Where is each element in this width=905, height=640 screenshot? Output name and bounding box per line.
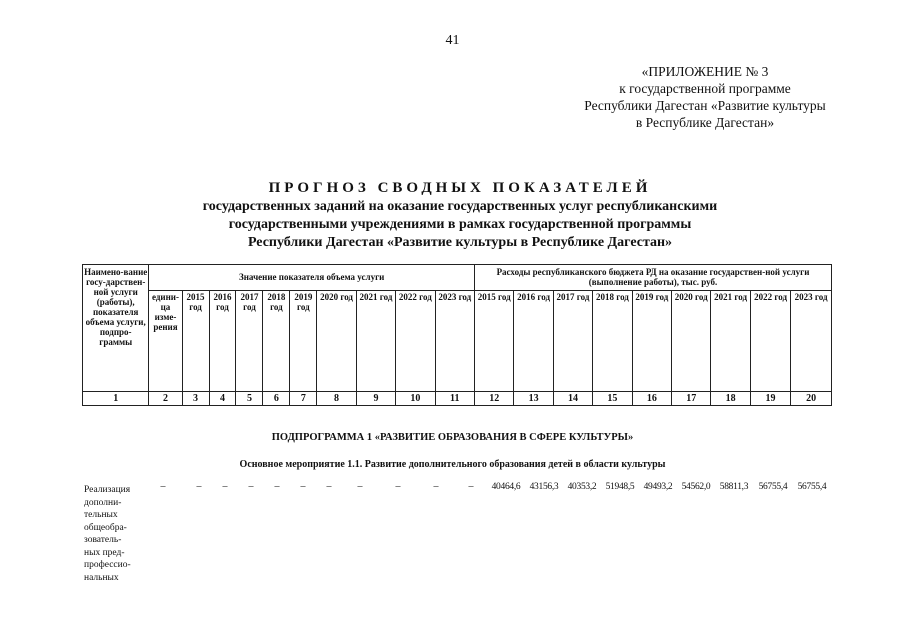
appendix-line: «ПРИЛОЖЕНИЕ № 3 bbox=[641, 64, 769, 79]
column-number: 2 bbox=[149, 392, 182, 406]
expense-value: 49493,2 bbox=[643, 482, 673, 492]
empty-value-dash: – bbox=[248, 481, 254, 492]
column-number: 11 bbox=[435, 392, 474, 406]
year-header: 2021 год bbox=[356, 291, 395, 392]
column-number: 8 bbox=[317, 392, 356, 406]
column-number: 7 bbox=[290, 392, 317, 406]
year-header: 2023 год bbox=[435, 291, 474, 392]
row-name-line: Реализация bbox=[84, 485, 131, 495]
column-number: 13 bbox=[514, 392, 553, 406]
expense-value: 54562,0 bbox=[681, 482, 711, 492]
year-header: 2015 год bbox=[182, 291, 209, 392]
event-title: Основное мероприятие 1.1. Развитие дополнительного образования детей в области культуры bbox=[239, 459, 666, 470]
year-header: 2019 год bbox=[632, 291, 671, 392]
column-number: 4 bbox=[209, 392, 236, 406]
empty-value-dash: – bbox=[274, 481, 280, 492]
column-number: 16 bbox=[632, 392, 671, 406]
unit-header: едини-ца изме-рения bbox=[149, 291, 182, 392]
year-header: 2016 год bbox=[514, 291, 553, 392]
column-numbers-row bbox=[83, 392, 832, 406]
title-sub-line: государственных заданий на оказание государственных услуг республиканскими bbox=[202, 199, 718, 214]
empty-value-dash: – bbox=[300, 481, 306, 492]
empty-value-dash: – bbox=[160, 481, 166, 492]
column-number: 5 bbox=[236, 392, 263, 406]
appendix-block bbox=[560, 63, 850, 131]
year-header: 2022 год bbox=[396, 291, 435, 392]
appendix-line: к государственной программе bbox=[619, 81, 791, 96]
empty-value-dash: – bbox=[326, 481, 332, 492]
expense-value: 51948,5 bbox=[605, 482, 635, 492]
empty-value-dash: – bbox=[468, 481, 474, 492]
document-title bbox=[130, 178, 790, 252]
row-name-line: ных пред- bbox=[84, 547, 125, 558]
appendix-line: Республики Дагестан «Развитие культуры bbox=[584, 98, 826, 113]
year-header: 2020 год bbox=[317, 291, 356, 392]
year-header: 2021 год bbox=[711, 291, 750, 392]
row-name-line: зователь- bbox=[84, 535, 122, 545]
column-number: 14 bbox=[553, 392, 592, 406]
title-main: ПРОГНОЗ СВОДНЫХ ПОКАЗАТЕЛЕЙ bbox=[268, 180, 652, 196]
row-name-line: дополни- bbox=[84, 497, 122, 508]
row-name-line: общеобра- bbox=[84, 522, 127, 533]
appendix-line: в Республике Дагестан» bbox=[635, 115, 775, 130]
year-header: 2018 год bbox=[593, 291, 632, 392]
year-header: 2015 год bbox=[474, 291, 513, 392]
column-number: 10 bbox=[396, 392, 435, 406]
year-header: 2018 год bbox=[263, 291, 290, 392]
year-header: 2023 год bbox=[791, 291, 832, 392]
service-row-name bbox=[84, 484, 146, 584]
expense-value: 56755,4 bbox=[758, 482, 788, 492]
column-number: 15 bbox=[593, 392, 632, 406]
page-number: 41 bbox=[445, 33, 460, 48]
title-sub-line: Республики Дагестан «Развитие культуры в Республике Дагестан» bbox=[247, 235, 673, 250]
year-header: 2019 год bbox=[290, 291, 317, 392]
year-header: 2017 год bbox=[236, 291, 263, 392]
column-number: 9 bbox=[356, 392, 395, 406]
column-number: 19 bbox=[750, 392, 790, 406]
subprogram-title: ПОДПРОГРАММА 1 «РАЗВИТИЕ ОБРАЗОВАНИЯ В СФЕРЕ КУЛЬТУРЫ» bbox=[271, 432, 634, 443]
empty-value-dash: – bbox=[357, 481, 363, 492]
column-number: 12 bbox=[474, 392, 513, 406]
row-name-line: нальных bbox=[84, 572, 119, 583]
indicators-table bbox=[82, 264, 832, 406]
budget-expenses-header: Расходы республиканского бюджета РД на оказание государствен-ной услуги (выполнение работы), тыс. руб. bbox=[474, 265, 831, 291]
empty-value-dash: – bbox=[196, 481, 202, 492]
expense-value: 43156,3 bbox=[529, 482, 559, 492]
column-number: 1 bbox=[83, 392, 149, 406]
year-header: 2016 год bbox=[209, 291, 236, 392]
column-number: 6 bbox=[263, 392, 290, 406]
expense-value: 56755,4 bbox=[797, 482, 827, 492]
expense-value: 58811,3 bbox=[719, 482, 749, 492]
expense-value: 40464,6 bbox=[491, 482, 521, 492]
row-name-line: тельных bbox=[84, 510, 118, 520]
column-number: 18 bbox=[711, 392, 750, 406]
year-header: 2017 год bbox=[553, 291, 592, 392]
empty-value-dash: – bbox=[433, 481, 439, 492]
year-header: 2020 год bbox=[672, 291, 711, 392]
column-number: 17 bbox=[672, 392, 711, 406]
year-header: 2022 год bbox=[750, 291, 790, 392]
column-number: 3 bbox=[182, 392, 209, 406]
column-number: 20 bbox=[791, 392, 832, 406]
empty-value-dash: – bbox=[395, 481, 401, 492]
volume-indicator-header: Значение показателя объема услуги bbox=[149, 265, 475, 291]
title-sub-line: государственными учреждениями в рамках государственной программы bbox=[228, 217, 692, 232]
row-name-line: профессио- bbox=[84, 560, 131, 570]
expense-value: 40353,2 bbox=[567, 482, 597, 492]
empty-value-dash: – bbox=[222, 481, 228, 492]
service-name-header: Наимено-вание госу-дарствен-ной услуги (работы), показателя объема услуги, подпро-граммы bbox=[83, 265, 149, 392]
